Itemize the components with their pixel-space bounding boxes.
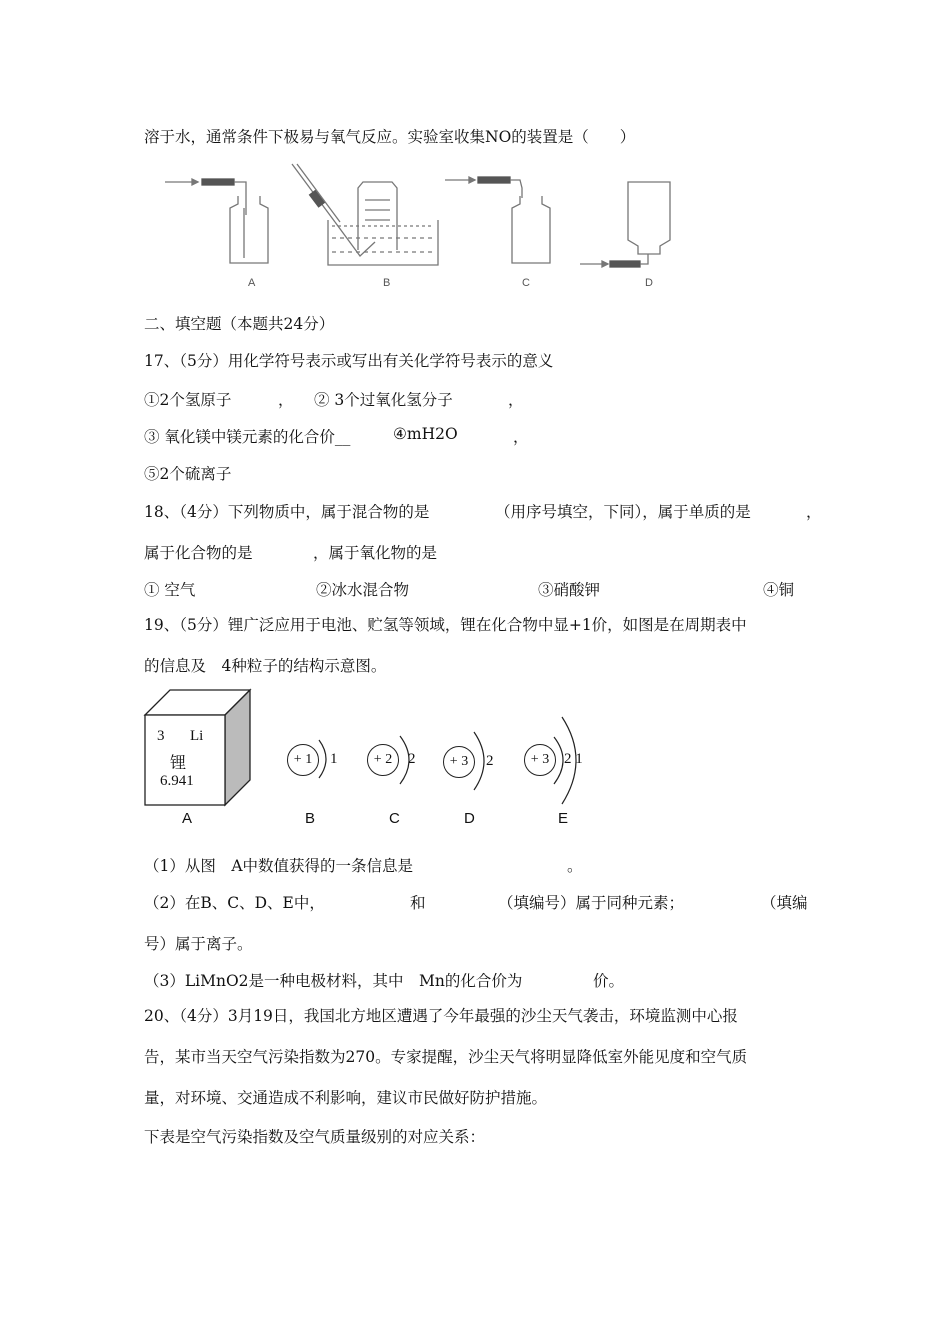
q18-option-2: ②冰水混合物 <box>316 581 410 599</box>
q19-part-2a: （2）在B、C、D、E中， <box>144 894 325 912</box>
apparatus-label-d: D <box>645 277 653 289</box>
q20-line-3: 量，对环境、交通造成不利影响，建议市民做好防护措施。 <box>144 1089 548 1107</box>
q17-item-4: ④mH2O <box>393 425 458 443</box>
figure-label-a: A <box>182 810 193 827</box>
q19-line-1: 19、（5分）锂广泛应用于电池、贮氢等领域，锂在化合物中显+1价，如图是在周期表中 <box>144 616 747 634</box>
q19-part-1a: （1）从图 A中数值获得的一条信息是 <box>144 857 414 875</box>
q19-part-2d: （填编 <box>761 894 808 912</box>
q20-line-2: 告，某市当天空气污染指数为270。专家提醒，沙尘天气将明显降低室外能见度和空气质 <box>144 1048 748 1066</box>
q18-option-4: ④铜 <box>763 581 795 599</box>
q20-line-1: 20、（4分）3月19日，我国北方地区遭遇了今年最强的沙尘天气袭击，环境监测中心报 <box>144 1007 738 1025</box>
apparatus-d <box>580 182 670 267</box>
question-17-stem: 17、（5分）用化学符号表示或写出有关化学符号表示的意义 <box>144 352 554 370</box>
question-16-tail: 溶于水，通常条件下极易与氧气反应。实验室收集NO的装置是（ ） <box>144 128 636 146</box>
particle-c-electrons: 2 <box>408 751 416 767</box>
q17-item-5: ⑤2个硫离子 <box>144 465 232 483</box>
figure-label-c: C <box>389 810 400 827</box>
q17-item-2-sep: ， <box>508 391 524 409</box>
particle-b-nucleus: + 1 <box>287 744 319 776</box>
q18-line-2b: ，属于氧化物的是 <box>313 544 438 562</box>
q17-item-4-sep: ， <box>513 428 529 446</box>
element-symbol: Li <box>190 728 204 744</box>
figure-label-b: B <box>305 810 316 827</box>
element-atomic-number: 3 <box>157 728 165 744</box>
q17-item-1-sep: ， <box>278 391 294 409</box>
q18-line-2a: 属于化合物的是 <box>144 544 253 562</box>
q17-item-2: ② 3个过氧化氢分子 <box>314 391 453 409</box>
particle-d-electrons: 2 <box>486 753 494 769</box>
q19-line-2: 的信息及 4种粒子的结构示意图。 <box>144 657 387 675</box>
section-2-heading: 二、填空题（本题共24分） <box>144 315 335 333</box>
apparatus-a <box>165 179 268 263</box>
apparatus-label-a: A <box>248 277 256 289</box>
gas-collection-apparatus-figure <box>160 160 720 295</box>
q20-line-4: 下表是空气污染指数及空气质量级别的对应关系： <box>144 1128 486 1146</box>
apparatus-c <box>445 177 550 263</box>
particle-d-nucleus: + 3 <box>443 746 475 778</box>
q17-item-1: ①2个氢原子 <box>144 391 232 409</box>
q19-part-3b: 价。 <box>593 972 625 990</box>
figure-label-e: E <box>558 810 569 827</box>
q19-part-1b: 。 <box>567 857 583 875</box>
particle-b-electrons: 1 <box>330 751 338 767</box>
q18-line-1c: ， <box>806 503 822 521</box>
q19-part-2b: 和 <box>410 894 426 912</box>
apparatus-label-c: C <box>522 277 530 289</box>
particle-e-electrons: 2 1 <box>564 751 583 767</box>
q18-option-3: ③硝酸钾 <box>538 581 601 599</box>
particle-c-nucleus: + 2 <box>367 744 399 776</box>
particle-e-nucleus: + 3 <box>524 744 556 776</box>
figure-label-d: D <box>464 810 475 827</box>
element-cell-3d-box <box>140 685 280 810</box>
element-name: 锂 <box>170 755 187 772</box>
apparatus-label-b: B <box>383 277 391 289</box>
q18-line-1b: （用序号填空，下同），属于单质的是 <box>495 503 751 521</box>
element-atomic-mass: 6.941 <box>160 773 194 789</box>
q19-part-2c: （填编号）属于同种元素； <box>498 894 685 912</box>
q19-part-3a: （3）LiMnO2是一种电极材料，其中 Mn的化合价为 <box>144 972 523 990</box>
q19-part-2e: 号）属于离子。 <box>144 935 253 953</box>
apparatus-b <box>292 164 438 265</box>
q18-option-1: ① 空气 <box>144 581 196 599</box>
q18-line-1a: 18、（4分）下列物质中，属于混合物的是 <box>144 503 430 521</box>
q17-item-3: ③ 氧化镁中镁元素的化合价__ <box>144 428 351 446</box>
